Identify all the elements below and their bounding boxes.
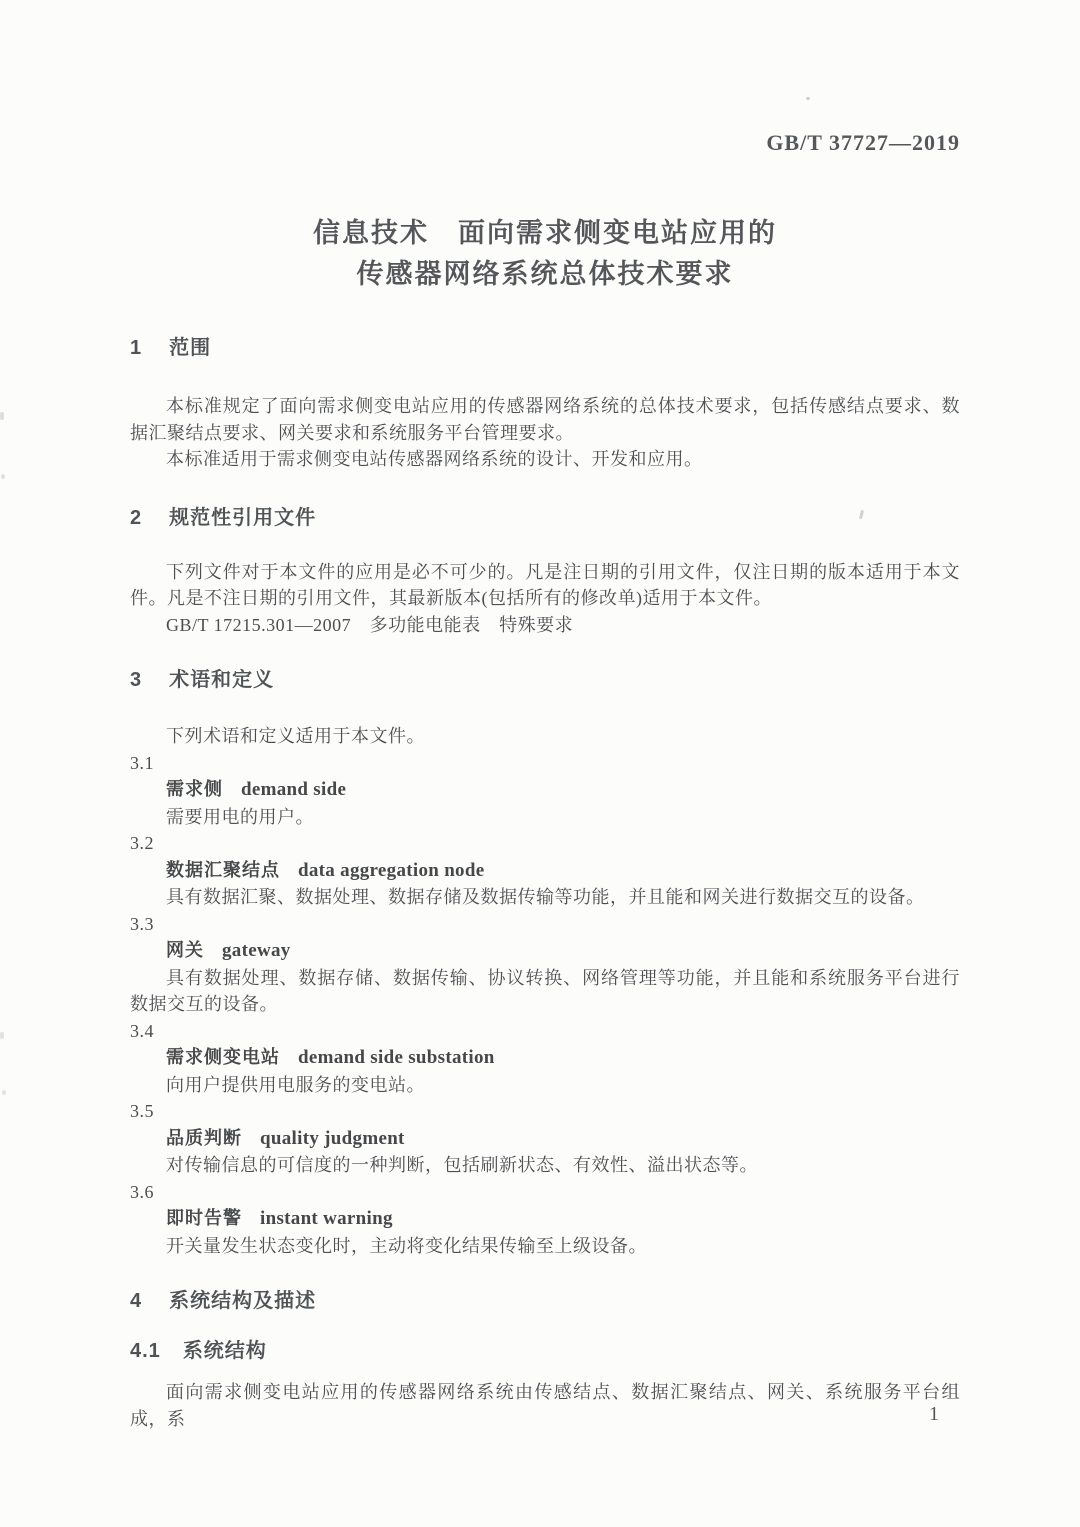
term-en-label: demand side [241,779,347,800]
term-en-label: instant warning [260,1208,393,1229]
term-zh-label: 网关 [166,940,204,960]
term-3-2 [130,830,960,911]
term-3-3 [130,911,960,1018]
section-1-heading [130,337,960,359]
standard-code: GB/T 37727—2019 [766,130,960,155]
document-title-line1: 信息技术 面向需求侧变电站应用的 [313,218,777,248]
term-zh-label: 即时告警 [166,1208,242,1228]
term-number: 3.6 [130,1181,154,1202]
section-1-body [130,393,960,473]
term-name [130,937,960,965]
term-en-label: data aggregation node [298,859,485,881]
term-en-label: gateway [222,940,291,961]
scan-artifact [0,412,4,420]
term-definition: 具有数据汇聚、数据处理、数据存储及数据传输等功能，并且能和网关进行数据交互的设备。 [166,887,925,907]
section-4-title: 系统结构及描述 [169,1290,317,1312]
term-number: 3.3 [130,913,154,934]
term-number: 3.4 [130,1020,154,1041]
term-en-label: quality judgment [260,1127,405,1149]
term-3-6 [130,1179,960,1260]
paragraph: 本标准规定了面向需求侧变电站应用的传感器网络系统的总体技术要求，包括传感结点要求、数据汇聚结点要求、网关要求和系统服务平台管理要求。 [130,396,960,443]
section-4-1-title: 系统结构 [182,1340,267,1362]
scan-artifact [1,474,5,479]
section-3-title: 术语和定义 [169,669,275,691]
term-3-5 [130,1098,960,1179]
section-2-heading [130,507,960,529]
term-zh-label: 数据汇聚结点 [166,859,280,880]
term-definition: 具有数据处理、数据存储、数据传输、协议转换、网络管理等功能，并且能和系统服务平台进行数据交互的设备。 [130,967,960,1014]
section-4-number: 4 [130,1290,143,1312]
section-1-number: 1 [130,337,143,359]
term-zh-label: 品质判断 [166,1127,242,1148]
scan-artifact [2,1090,6,1095]
section-4-heading [130,1290,960,1312]
term-definition: 对传输信息的可信度的一种判断，包括刷新状态、有效性、溢出状态等。 [166,1155,758,1175]
section-4-1-number: 4.1 [130,1340,161,1362]
section-2-number: 2 [130,506,143,529]
section-3-number: 3 [130,669,143,691]
term-zh-label: 需求侧变电站 [166,1047,280,1067]
term-number: 3.2 [130,833,154,853]
term-name [130,1044,960,1072]
document-title-line2: 传感器网络系统总体技术要求 [356,259,734,289]
scan-artifact [0,1032,4,1039]
section-4-1-heading [130,1340,960,1362]
paragraph: 面向需求侧变电站应用的传感器网络系统由传感结点、数据汇聚结点、网关、系统服务平台组成，系 [130,1382,960,1429]
paragraph: 本标准适用于需求侧变电站传感器网络系统的设计、开发和应用。 [166,449,703,469]
paragraph: 下列文件对于本文件的应用是必不可少的。凡是注日期的引用文件，仅注日期的版本适用于本文件。凡是不注日期的引用文件，其最新版本(包括所有的修改单)适用于本文件。 [130,561,960,608]
section-2-title: 规范性引用文件 [169,506,317,529]
term-number: 3.5 [130,1101,154,1121]
term-zh-label: 需求侧 [166,779,223,799]
term-en-label: demand side substation [298,1047,495,1068]
section-3-heading [130,669,960,691]
terms-intro: 下列术语和定义适用于本文件。 [166,726,425,746]
term-definition: 向用户提供用电服务的变电站。 [166,1074,425,1095]
term-3-1 [130,750,960,831]
document-title [130,213,960,295]
term-number: 3.1 [130,752,154,773]
scan-artifact [806,97,810,100]
term-name [130,1205,960,1233]
section-1-title: 范围 [169,337,212,359]
term-3-4 [130,1018,960,1099]
term-name [130,1125,960,1153]
terms-and-definitions [130,723,960,1259]
term-definition: 需要用电的用户。 [166,806,314,827]
term-name [130,857,960,885]
term-name [130,776,960,804]
term-definition: 开关量发生状态变化时，主动将变化结果传输至上级设备。 [166,1235,647,1256]
normative-reference: GB/T 17215.301—2007 多功能电能表 特殊要求 [166,614,574,635]
section-2-body [130,559,960,639]
page-number: 1 [929,1403,939,1425]
